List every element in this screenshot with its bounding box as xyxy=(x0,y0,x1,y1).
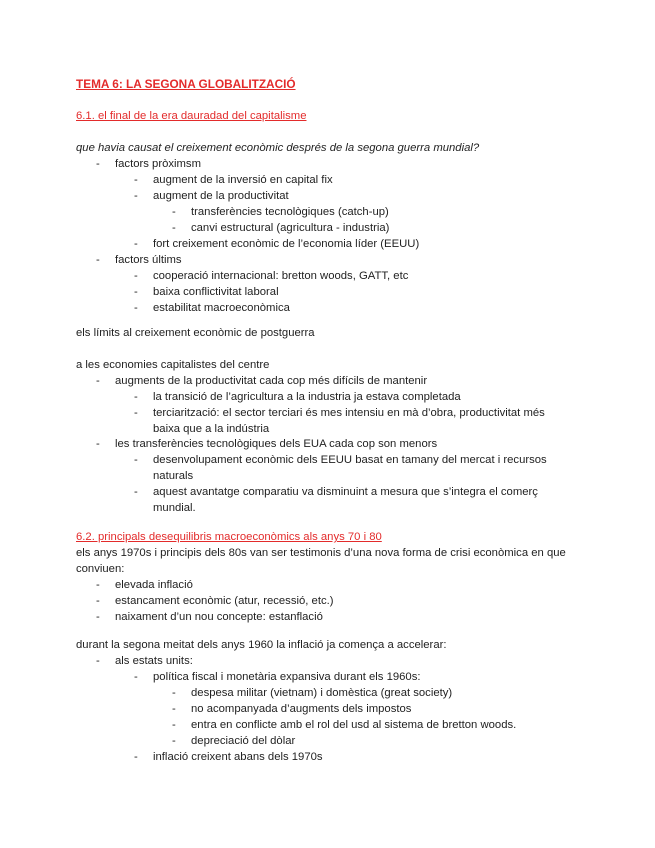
list-item: - cooperació internacional: bretton woods, GATT, etc xyxy=(134,270,409,282)
list-item: - transferències tecnològiques (catch-up) xyxy=(172,206,389,218)
bullet-dash: - xyxy=(134,302,138,314)
list-item: - elevada inflació xyxy=(96,579,193,591)
list-item: - estabilitat macroeconòmica xyxy=(134,302,290,314)
list-item: - baixa conflictivitat laboral xyxy=(134,286,279,298)
list-item: - depreciació del dòlar xyxy=(172,735,296,747)
bullet-dash: - xyxy=(96,438,100,450)
list-item: - inflació creixent abans dels 1970s xyxy=(134,751,323,763)
paragraph-limits: els límits al creixement econòmic de postguerra xyxy=(76,327,315,339)
bullet-dash: - xyxy=(172,703,176,715)
bullet-dash: - xyxy=(172,719,176,731)
bullet-dash: - xyxy=(134,238,138,250)
list-item: - política fiscal i monetària expansiva durant els 1960s: xyxy=(134,671,421,683)
list-item: - desenvolupament econòmic dels EEUU basat en tamany del mercat i recursos naturals xyxy=(134,454,547,482)
list-item: - naixament d’un nou concepte: estanflació xyxy=(96,611,323,623)
list-item: - estancament econòmic (atur, recessió, etc.) xyxy=(96,595,334,607)
list-item: - aquest avantatge comparatiu va disminuint a mesura que s’integra el comerç mundial. xyxy=(134,486,538,514)
list-item: - la transició de l’agricultura a la industria ja estava completada xyxy=(134,391,461,403)
bullet-dash: - xyxy=(96,611,100,623)
list-item: - no acompanyada d’augments dels impostos xyxy=(172,703,412,715)
bullet-dash: - xyxy=(96,595,100,607)
document-title: TEMA 6: LA SEGONA GLOBALITZACIÓ xyxy=(76,77,296,91)
bullet-dash: - xyxy=(134,751,138,763)
bullet-dash: - xyxy=(96,254,100,266)
bullet-dash: - xyxy=(134,190,138,202)
list-item: - fort creixement econòmic de l’economia líder (EEUU) xyxy=(134,238,420,250)
section-heading-6-2: 6.2. principals desequilibris macroeconòmics als anys 70 i 80 xyxy=(76,531,382,543)
section-heading-6-1: 6.1. el final de la era dauradad del capitalisme xyxy=(76,110,307,122)
bullet-dash: - xyxy=(134,286,138,298)
bullet-dash: - xyxy=(134,270,138,282)
list-item: - als estats units: xyxy=(96,655,193,667)
bullet-dash: - xyxy=(172,206,176,218)
list-item: - terciarització: el sector terciari és mes intensiu en mà d’obra, productivitat més baixa que a la indústria xyxy=(134,407,545,435)
list-item: - augments de la productivitat cada cop més difícils de mantenir xyxy=(96,375,428,387)
list-item: - canvi estructural (agricultura - industria) xyxy=(172,222,390,234)
bullet-dash: - xyxy=(134,174,138,186)
bullet-dash: - xyxy=(134,407,138,419)
paragraph-center: a les economies capitalistes del centre xyxy=(76,359,270,371)
bullet-dash: - xyxy=(96,579,100,591)
bullet-dash: - xyxy=(172,222,176,234)
question-text: que havia causat el creixement econòmic després de la segona guerra mundial? xyxy=(76,142,480,154)
bullet-dash: - xyxy=(134,454,138,466)
list-item: - factors últims xyxy=(96,254,182,266)
list-item: - factors pròximsm xyxy=(96,158,201,170)
paragraph-inflation: durant la segona meitat dels anys 1960 la inflació ja comença a accelerar: xyxy=(76,639,447,651)
bullet-dash: - xyxy=(134,486,138,498)
bullet-dash: - xyxy=(172,687,176,699)
list-item: - augment de la productivitat xyxy=(134,190,289,202)
bullet-dash: - xyxy=(96,158,100,170)
bullet-dash: - xyxy=(134,391,138,403)
bullet-dash: - xyxy=(172,735,176,747)
list-item: - augment de la inversió en capital fix xyxy=(134,174,333,186)
list-item: - entra en conflicte amb el rol del usd al sistema de bretton woods. xyxy=(172,719,517,731)
list-item: - les transferències tecnològiques dels EUA cada cop son menors xyxy=(96,438,438,450)
paragraph-intro: els anys 1970s i principis dels 80s van ser testimonis d’una nova forma de crisi econòmica en que conviuen: xyxy=(76,547,566,575)
list-item: - despesa militar (vietnam) i domèstica (great society) xyxy=(172,687,453,699)
bullet-dash: - xyxy=(96,655,100,667)
bullet-dash: - xyxy=(96,375,100,387)
bullet-dash: - xyxy=(134,671,138,683)
